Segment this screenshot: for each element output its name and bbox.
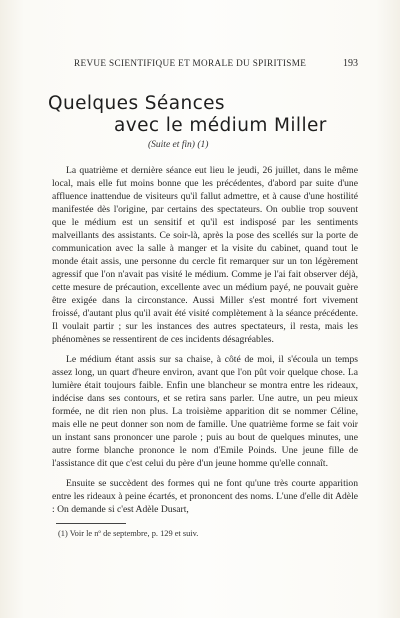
page-number: 193 — [343, 58, 358, 69]
article-body — [52, 164, 358, 516]
article-subtitle: (Suite et fin) (1) — [148, 140, 209, 150]
running-title: REVUE SCIENTIFIQUE ET MORALE DU SPIRITISME — [74, 58, 307, 68]
running-head — [74, 58, 358, 69]
footnote: (1) Voir le nº de septembre, p. 129 et suiv. — [58, 529, 199, 538]
article-title-line2: avec le médium Miller — [114, 115, 327, 136]
footnote-divider — [56, 523, 126, 524]
paragraph: La quatrième et dernière séance eut lieu le jeudi, 26 juillet, dans le même local, mais elle fut moins bonne que les précédentes, d'abord par suite d'une affluence inattendue de visiteurs qu'il fallut admettre, et à cause d'une hostilité manifestée dès l'origine, par certains des spectateurs. On oublie trop souvent que le médium est un sensitif et qu'il est indisposé par les sentiments malveillants des assistants. Ce soir-là, après la pose des scellés sur la porte de communication avec la salle à manger et la visite du cabinet, quand tout le monde était assis, une personne du cercle fit remarquer sur un ton légèrement agressif que l'on n'avait pas visité le médium. Comme je l'ai fait observer déjà, cette mesure de précaution, excellente avec un médium payé, ne pouvait guère être exigée dans la circonstance. Aussi Miller s'est montré fort vivement froissé, d'autant plus qu'il avait été visité complètement à la séance précédente. Il voulait partir ; sur les instances des autres spectateurs, il resta, mais les phénomènes se ressentirent de ces incidents désagréables. — [52, 165, 358, 345]
article-title-line1: Quelques Séances — [48, 93, 225, 114]
paragraph: Ensuite se succèdent des formes qui ne font qu'une très courte apparition entre les rideaux à peine écartés, et prononcent des noms. L'une d'elle dit Adèle : On demande si c'est Adèle Dusart, — [52, 478, 358, 515]
paragraph: Le médium étant assis sur sa chaise, à côté de moi, il s'écoula un temps assez long, un quart d'heure environ, avant que l'on pût voir quelque chose. La lumière était toujours faible. Enfin une blancheur se montra entre les rideaux, indécise dans ses contours, et se retira sans parler. Une autre, un peu mieux formée, ne dit rien non plus. La troisième apparition dit se nommer Céline, mais elle ne peut donner son nom de famille. Une quatrième forme se fait voir un instant sans prononcer une parole ; puis au bout de quelques minutes, une autre forme blanche prononce le nom d'Emile Poinds. Une jeune fille de l'assistance dit que c'est celui du père d'un jeune homme qu'elle connaît. — [52, 354, 358, 469]
